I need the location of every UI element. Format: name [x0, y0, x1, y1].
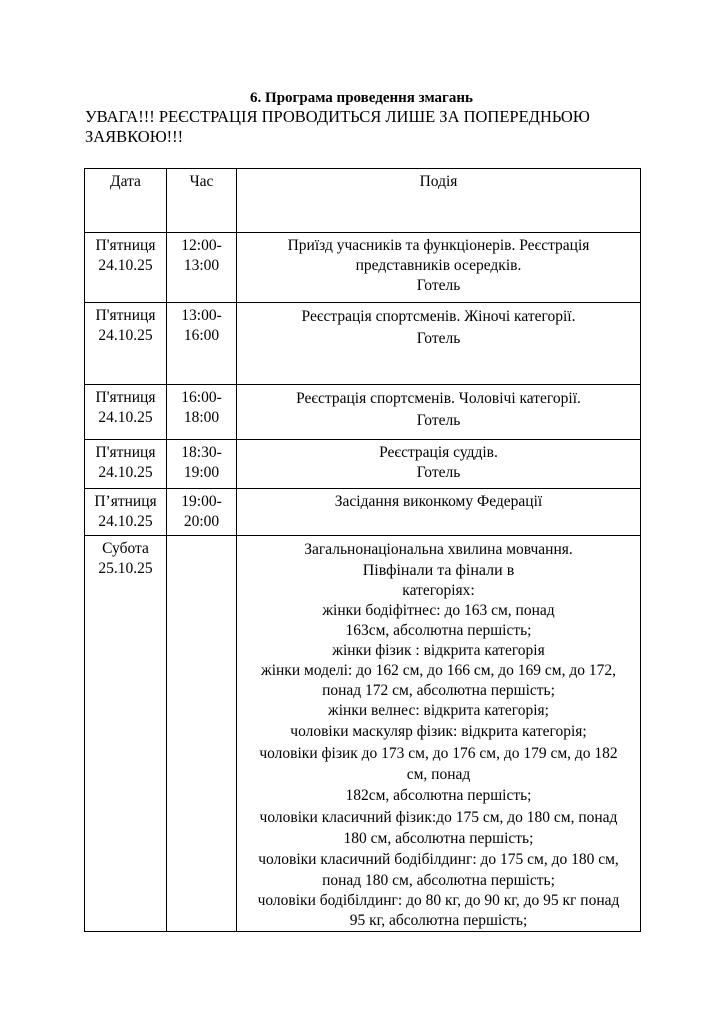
date-value: 24.10.25 [98, 327, 153, 344]
event-cell [237, 536, 641, 932]
time-end: 13:00 [183, 257, 220, 274]
event-line: Півфінали та фінали в [362, 562, 515, 579]
event-line: жінки велнес: відкрита категорія; [328, 702, 549, 719]
event-line: Готель [416, 464, 461, 481]
time-start: 12:00- [181, 237, 222, 254]
time-start: 18:30- [181, 444, 222, 461]
date-day: П'ятниця [95, 389, 156, 406]
header-row [85, 169, 641, 233]
time-cell [167, 489, 237, 536]
event-cell [237, 385, 641, 440]
date-cell [85, 385, 167, 440]
event-line: Готель [416, 412, 461, 429]
time-cell [167, 233, 237, 303]
section-title: 6. Програма проведення змагань [250, 90, 473, 106]
date-value: 24.10.25 [98, 257, 153, 274]
event-line: Реєстрація спортсменів. Жіночі категорії. [301, 308, 576, 325]
warning-line-2: ЗАЯВКОЮ!!! [85, 127, 184, 146]
table-row [85, 233, 641, 303]
warning-line-1: УВАГА!!! РЕЄСТРАЦІЯ ПРОВОДИТЬСЯ ЛИШЕ ЗА ПОПЕРЕДНЬОЮ [85, 107, 590, 126]
event-line: чоловіки фізик до 173 см, до 176 см, до 179 см, до 182 [259, 745, 618, 762]
table-row [85, 440, 641, 489]
event-line: жінки бодіфітнес: до 163 см, понад [322, 602, 555, 619]
table-row [85, 303, 641, 385]
table-row [85, 489, 641, 536]
event-line: 182см, абсолютна першість; [345, 787, 532, 804]
event-line: чоловіки маскуляр фізик: відкрита категорія; [290, 723, 587, 740]
event-line: см, понад [406, 766, 471, 783]
event-line: жінки моделі: до 162 см, до 166 см, до 169 см, до 172, [261, 662, 616, 679]
event-cell [237, 303, 641, 385]
event-line: 180 см, абсолютна першість; [343, 830, 534, 847]
event-line: Реєстрація суддів. [379, 444, 498, 461]
date-day: Субота [102, 540, 149, 557]
time-cell [167, 536, 237, 932]
event-line: 163см, абсолютна першість; [345, 622, 532, 639]
date-cell [85, 303, 167, 385]
event-line: жінки фізик : відкрита категорія [332, 642, 545, 659]
event-cell [237, 489, 641, 536]
event-line: чоловіки класичний бодібілдинг: до 175 см, до 180 см, [258, 851, 619, 868]
event-line: Приїзд учасників та функціонерів. Реєстрація [287, 237, 590, 254]
schedule-table [84, 168, 641, 932]
time-start: 19:00- [181, 493, 222, 510]
date-day: П’ятниця [94, 493, 157, 510]
event-line: Загальнонаціональна хвилина мовчання. [304, 541, 573, 558]
time-end: 16:00 [183, 327, 220, 344]
table-row [85, 536, 641, 932]
date-cell [85, 489, 167, 536]
event-line: категоріях: [402, 582, 475, 599]
event-line: чоловіки класичний фізик:до 175 см, до 180 см, понад [259, 809, 618, 826]
event-line: Готель [416, 277, 461, 294]
time-start: 16:00- [181, 389, 222, 406]
table-row [85, 385, 641, 440]
event-line: Готель [416, 330, 461, 347]
header-event: Подія [237, 169, 641, 233]
date-value: 24.10.25 [98, 513, 153, 530]
date-day: П'ятниця [95, 237, 156, 254]
date-cell [85, 440, 167, 489]
event-line: представників осередків. [355, 257, 522, 274]
event-line: 95 кг, абсолютна першість; [349, 912, 528, 929]
header-time: Час [167, 169, 237, 233]
event-line: понад 180 см, абсолютна першість; [322, 872, 555, 889]
registration-warning [85, 107, 645, 147]
time-start: 13:00- [181, 307, 222, 324]
time-cell [167, 385, 237, 440]
event-cell [237, 440, 641, 489]
event-line: Реєстрація спортсменів. Чоловічі категорії. [296, 390, 581, 407]
event-cell [237, 233, 641, 303]
event-line: чоловіки бодібілдинг: до 80 кг, до 90 кг, до 95 кг понад [257, 892, 620, 909]
time-end: 19:00 [183, 464, 220, 481]
header-date: Дата [85, 169, 167, 233]
time-cell [167, 303, 237, 385]
date-day: П'ятниця [95, 444, 156, 461]
time-end: 20:00 [183, 513, 220, 530]
time-end: 18:00 [183, 409, 220, 426]
date-day: П'ятниця [95, 307, 156, 324]
time-cell [167, 440, 237, 489]
date-cell [85, 233, 167, 303]
date-value: 25.10.25 [98, 560, 153, 577]
date-value: 24.10.25 [98, 409, 153, 426]
event-line: понад 172 см, абсолютна першість; [322, 682, 555, 699]
date-cell [85, 536, 167, 932]
event-line: Засідання виконкому Федерації [334, 493, 543, 510]
date-value: 24.10.25 [98, 464, 153, 481]
